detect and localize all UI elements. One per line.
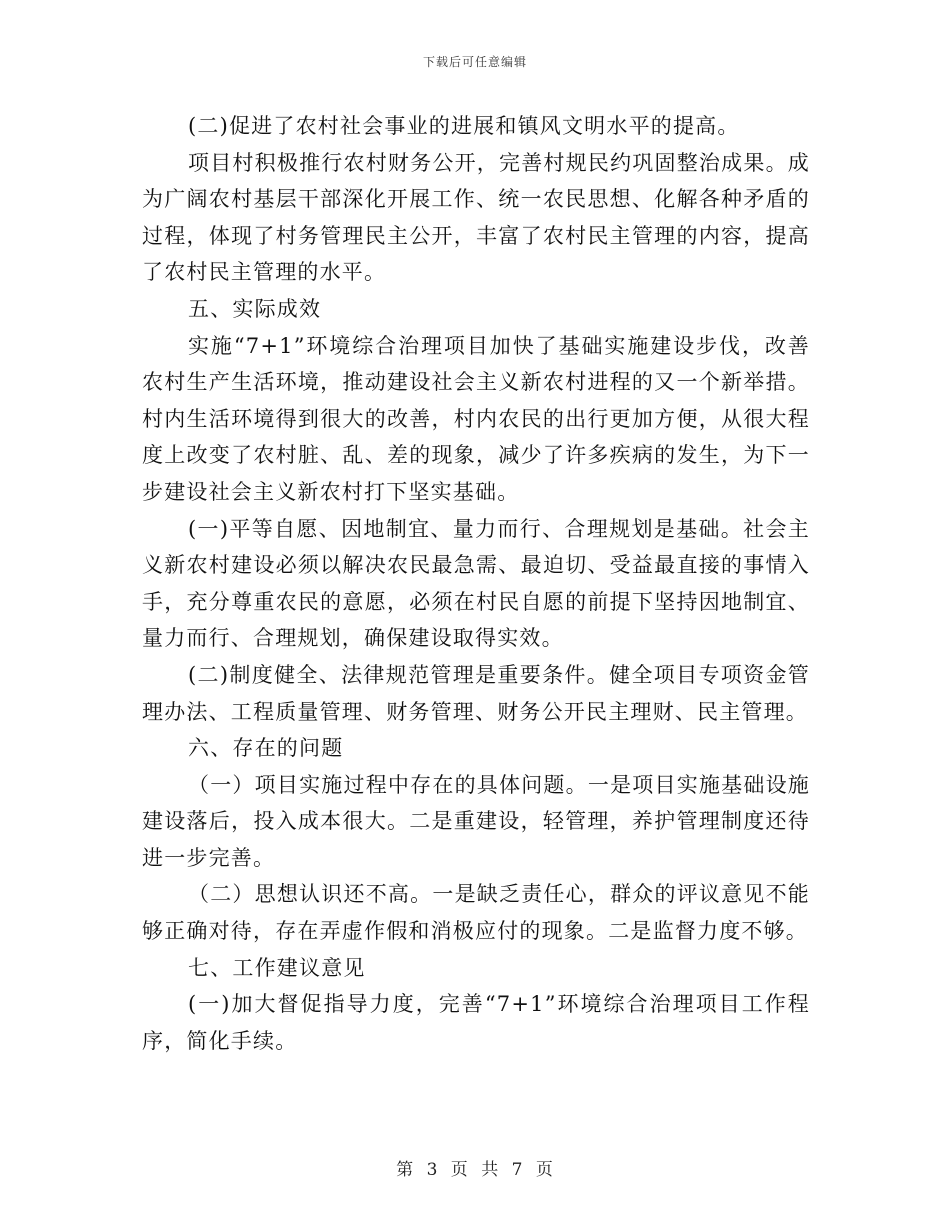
section-heading-5: 五、实际成效 <box>188 296 322 321</box>
paragraph-results: 实施“7+1”环境综合治理项目加快了基础实施建设步伐，改善农村生产生活环境，推动建设社会主义新农村进程的又一个新举措。村内生活环境得到很大的改善，村内农民的出行更加方便，从很大程度上改变了农村脏、乱、差的现象，减少了许多疾病的发生，为下一步建设社会主义新农村打下坚实基础。 <box>142 333 810 504</box>
paragraph-problem-2: （二）思想认识还不高。一是缺乏责任心，群众的评议意见不能够正确对待，存在弄虚作假和消极应付的现象。二是监督力度不够。 <box>142 882 810 944</box>
section-heading-6: 六、存在的问题 <box>188 736 344 761</box>
paragraph-system-conditions: (二)制度健全、法律规范管理是重要条件。健全项目专项资金管理办法、工程质量管理、财务管理、财务公开民主理财、民主管理。 <box>142 662 810 724</box>
header-note: 下载后可任意编辑 <box>422 55 527 69</box>
section-heading-7: 七、工作建议意见 <box>188 955 366 980</box>
paragraph-subsection-2-social: (二)促进了农村社会事业的进展和镇风文明水平的提高。 <box>188 114 740 138</box>
page-number-footer: 第 3 页 共 7 页 <box>396 1160 554 1180</box>
document-body <box>142 108 810 1059</box>
paragraph-basis: (一)平等自愿、因地制宜、量力而行、合理规划是基础。社会主义新农村建设必须以解决农民最急需、最迫切、受益最直接的事情入手，充分尊重农民的意愿，必须在村民自愿的前提下坚持因地制宜、量力而行、合理规划，确保建设取得实效。 <box>142 516 810 651</box>
paragraph-suggestion-1: (一)加大督促指导力度，完善“7+1”环境综合治理项目工作程序，简化手续。 <box>142 992 810 1053</box>
paragraph-problem-1: （一）项目实施过程中存在的具体问题。一是项目实施基础设施建设落后，投入成本很大。二是重建设，轻管理，养护管理制度还待进一步完善。 <box>142 772 810 870</box>
paragraph-finance-openness: 项目村积极推行农村财务公开，完善村规民约巩固整治成果。成为广阔农村基层干部深化开展工作、统一农民思想、化解各种矛盾的过程，体现了村务管理民主公开，丰富了农村民主管理的内容，提高了农村民主管理的水平。 <box>142 150 810 285</box>
